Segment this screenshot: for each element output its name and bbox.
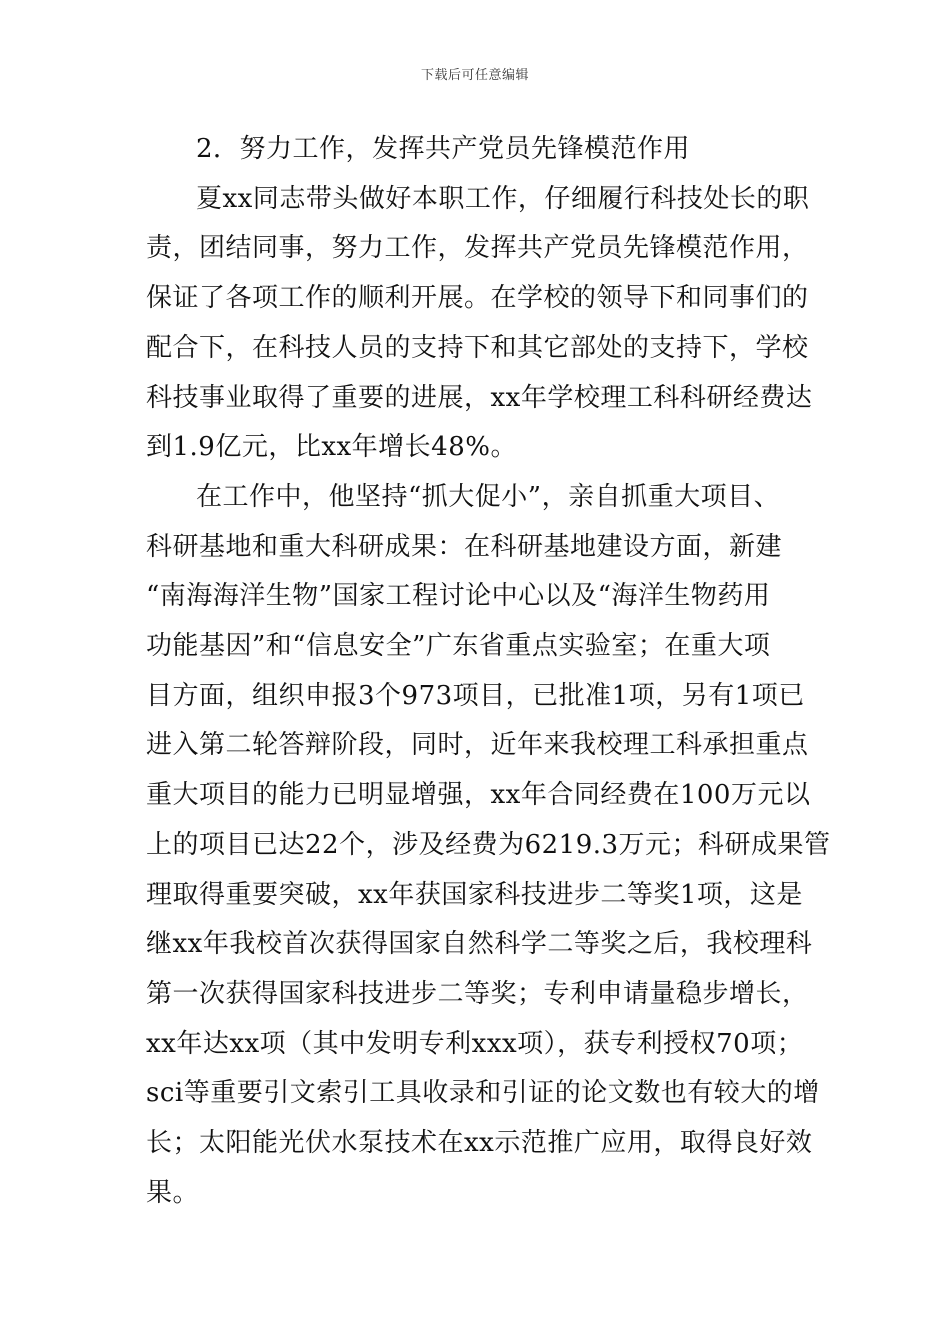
paragraph-line: 到1.9亿元，比xx年增长48%。 — [146, 432, 517, 462]
paragraph-line: 果。 — [146, 1178, 200, 1208]
paragraph-line: 配合下，在科技人员的支持下和其它部处的支持下，学校 — [146, 333, 809, 363]
paragraph-line: 在工作中，他坚持“抓大促小”，亲自抓重大项目、 — [196, 482, 781, 512]
paragraph-line: 继xx年我校首次获得国家自然科学二等奖之后，我校理科 — [146, 929, 813, 959]
paragraph-line: 保证了各项工作的顺利开展。在学校的领导下和同事们的 — [146, 283, 809, 313]
paragraph-line: xx年达xx项（其中发明专利xxx项），获专利授权70项； — [146, 1029, 804, 1059]
page-header: 下载后可任意编辑 — [420, 68, 529, 83]
paragraph-line: 进入第二轮答辩阶段，同时，近年来我校理工科承担重点 — [146, 730, 809, 760]
paragraph-line: 重大项目的能力已明显增强，xx年合同经费在100万元以 — [146, 780, 811, 810]
paragraph-line: 功能基因”和“信息安全”广东省重点实验室；在重大项 — [146, 631, 771, 661]
paragraph-line: 长；太阳能光伏水泵技术在xx示范推广应用，取得良好效 — [146, 1128, 813, 1158]
section-heading: 2．努力工作，发挥共产党员先锋模范作用 — [196, 134, 691, 164]
paragraph-line: 科技事业取得了重要的进展，xx年学校理工科科研经费达 — [146, 383, 813, 413]
paragraph-line: 夏xx同志带头做好本职工作，仔细履行科技处长的职 — [196, 184, 810, 214]
paragraph-line: sci等重要引文索引工具收录和引证的论文数也有较大的增 — [146, 1078, 820, 1108]
paragraph-line: 第一次获得国家科技进步二等奖；专利申请量稳步增长， — [146, 979, 809, 1009]
paragraph-line: 责，团结同事，努力工作，发挥共产党员先锋模范作用， — [146, 233, 809, 263]
paragraph-line: 理取得重要突破，xx年获国家科技进步二等奖1项，这是 — [146, 880, 803, 910]
paragraph-line: 目方面，组织申报3个973项目，已批准1项，另有1项已 — [146, 681, 805, 711]
paragraph-line: 科研基地和重大科研成果：在科研基地建设方面，新建 — [146, 532, 783, 562]
paragraph-line: “南海海洋生物”国家工程讨论中心以及“海洋生物药用 — [146, 581, 771, 611]
paragraph-line: 上的项目已达22个，涉及经费为6219.3万元；科研成果管 — [146, 830, 831, 860]
